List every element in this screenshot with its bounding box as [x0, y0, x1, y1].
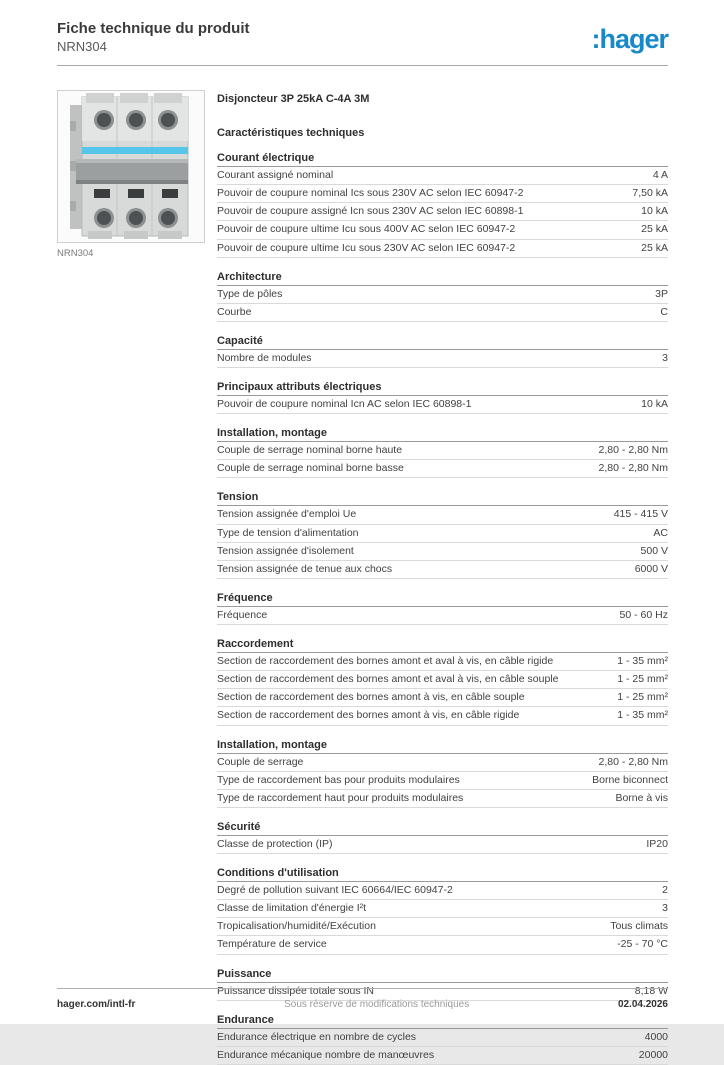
spec-label: Courbe: [217, 305, 252, 318]
section-title: Courant électrique: [217, 152, 668, 167]
spec-value: 2,80 - 2,80 Nm: [598, 444, 668, 457]
header-title-block: [57, 20, 250, 56]
spec-label: Type de raccordement haut pour produits modulaires: [217, 791, 464, 804]
spec-section: [217, 271, 668, 322]
spec-section: [217, 335, 668, 368]
product-image-caption: NRN304: [57, 248, 94, 259]
spec-section: [217, 491, 668, 579]
spec-row: [217, 754, 668, 772]
spec-label: Tension assignée d'isolement: [217, 544, 354, 557]
spec-row: [217, 790, 668, 808]
spec-value: 6000 V: [634, 562, 668, 575]
spec-value: 8,18 W: [634, 984, 668, 997]
spec-value: 1 - 35 mm²: [617, 655, 668, 667]
section-rows: [217, 167, 668, 258]
spec-section: [217, 381, 668, 414]
spec-row: [217, 185, 668, 203]
spec-section: [217, 152, 668, 258]
spec-row: [217, 900, 668, 918]
spec-value: 25 kA: [641, 223, 668, 236]
spec-row: [217, 396, 668, 414]
section-rows: [217, 653, 668, 726]
spec-value: AC: [653, 526, 668, 539]
spec-row: [217, 671, 668, 689]
page-title: Fiche technique du produit: [57, 20, 250, 37]
spec-label: Type de tension d'alimentation: [217, 526, 359, 539]
spec-value: 50 - 60 Hz: [619, 608, 668, 621]
spec-label: Pouvoir de coupure nominal Ics sous 230V AC selon IEC 60947-2: [217, 187, 524, 200]
spec-label: Section de raccordement des bornes amont à vis, en câble souple: [217, 691, 525, 704]
spec-row: [217, 304, 668, 322]
spec-value: 10 kA: [641, 205, 668, 218]
spec-row: [217, 561, 668, 579]
spec-label: Pouvoir de coupure ultime Icu sous 230V AC selon IEC 60947-2: [217, 241, 516, 254]
footer-website: hager.com/intl-fr: [57, 999, 136, 1010]
spec-label: Section de raccordement des bornes amont et aval à vis, en câble rigide: [217, 655, 554, 667]
spec-row: [217, 836, 668, 854]
spec-label: Couple de serrage: [217, 755, 304, 768]
spec-value: 25 kA: [641, 241, 668, 254]
section-title: Tension: [217, 491, 668, 506]
spec-label: Pouvoir de coupure assigné Icn sous 230V AC selon IEC 60898-1: [217, 205, 524, 218]
spec-label: Type de raccordement bas pour produits modulaires: [217, 773, 460, 786]
spec-label: Degré de pollution suivant IEC 60664/IEC 60947-2: [217, 884, 453, 896]
spec-row: [217, 707, 668, 725]
section-title: Installation, montage: [217, 427, 668, 442]
section-title: Sécurité: [217, 821, 668, 836]
spec-value: 2: [662, 884, 668, 896]
spec-row: [217, 525, 668, 543]
spec-label: Fréquence: [217, 608, 268, 621]
spec-label: Classe de protection (IP): [217, 837, 333, 850]
spec-label: Pouvoir de coupure nominal Icn AC selon IEC 60898-1: [217, 398, 472, 410]
spec-label: Puissance dissipée totale sous IN: [217, 984, 375, 997]
spec-label: Endurance mécanique nombre de manœuvres: [217, 1048, 435, 1061]
spec-row: [217, 1047, 668, 1065]
spec-section: [217, 739, 668, 808]
spec-row: [217, 506, 668, 524]
spec-value: 2,80 - 2,80 Nm: [598, 755, 668, 768]
characteristics-heading: Caractéristiques techniques: [217, 127, 365, 139]
spec-row: [217, 882, 668, 900]
spec-section: [217, 821, 668, 854]
spec-row: [217, 607, 668, 625]
section-title: Fréquence: [217, 592, 668, 607]
spec-row: [217, 918, 668, 936]
spec-value: 500 V: [640, 544, 668, 557]
spec-value: 7,50 kA: [632, 187, 668, 200]
footer-date: 02.04.2026: [617, 999, 668, 1010]
section-title: Installation, montage: [217, 739, 668, 754]
section-rows: [217, 286, 668, 322]
spec-value: Borne biconnect: [592, 773, 668, 786]
spec-label: Tension assignée de tenue aux chocs: [217, 562, 393, 575]
spec-row: [217, 772, 668, 790]
spec-row: [217, 689, 668, 707]
spec-label: Endurance électrique en nombre de cycles: [217, 1030, 417, 1043]
spec-label: Classe de limitation d'énergie I²t: [217, 902, 367, 915]
spec-label: Tropicalisation/humidité/Exécution: [217, 920, 376, 933]
spec-value: 3: [662, 351, 668, 364]
header-divider: [57, 65, 668, 66]
spec-value: 3P: [655, 287, 668, 300]
section-title: Conditions d'utilisation: [217, 867, 668, 882]
spec-value: IP20: [646, 837, 668, 850]
spec-column: [217, 90, 668, 1065]
product-title: Disjoncteur 3P 25kA C-4A 3M: [217, 93, 370, 105]
section-rows: [217, 882, 668, 955]
section-title: Capacité: [217, 335, 668, 350]
spec-value: 2,80 - 2,80 Nm: [598, 462, 668, 475]
spec-row: [217, 442, 668, 460]
spec-label: Section de raccordement des bornes amont à vis, en câble rigide: [217, 709, 520, 722]
footer-divider: [57, 988, 668, 989]
section-rows: [217, 350, 668, 368]
spec-row: [217, 1029, 668, 1047]
section-title: Puissance: [217, 968, 668, 983]
spec-value: 10 kA: [641, 398, 668, 410]
spec-value: 4 A: [652, 169, 668, 181]
section-rows: [217, 754, 668, 808]
spec-section: [217, 867, 668, 955]
spec-label: Tension assignée d'emploi Ue: [217, 508, 357, 521]
spec-row: [217, 653, 668, 671]
spec-row: [217, 286, 668, 304]
spec-value: 415 - 415 V: [613, 508, 668, 521]
spec-label: Courant assigné nominal: [217, 169, 334, 181]
footer-disclaimer: Sous réserve de modifications techniques: [284, 999, 470, 1010]
section-rows: [217, 607, 668, 625]
spec-row: [217, 167, 668, 185]
section-rows: [217, 442, 668, 478]
product-reference: NRN304: [57, 38, 107, 54]
spec-row: [217, 543, 668, 561]
spec-row: [217, 221, 668, 239]
spec-value: 1 - 25 mm²: [617, 673, 668, 686]
spec-label: Pouvoir de coupure ultime Icu sous 400V AC selon IEC 60947-2: [217, 223, 516, 236]
product-image-frame: [57, 90, 205, 243]
spec-label: Nombre de modules: [217, 351, 312, 364]
spec-value: 1 - 25 mm²: [617, 691, 668, 704]
spec-label: Température de service: [217, 938, 327, 951]
spec-row: [217, 240, 668, 258]
section-rows: [217, 836, 668, 854]
spec-value: 4000: [644, 1030, 668, 1043]
section-rows: [217, 506, 668, 579]
spec-row: [217, 350, 668, 368]
spec-value: C: [660, 305, 668, 318]
spec-label: Type de pôles: [217, 287, 283, 300]
spec-label: Couple de serrage nominal borne haute: [217, 444, 403, 457]
circuit-breaker-photo: [58, 91, 204, 242]
section-title: Raccordement: [217, 638, 668, 653]
section-rows: [217, 396, 668, 414]
page-header: [57, 20, 668, 66]
product-image-column: [57, 90, 205, 1065]
section-title: Principaux attributs électriques: [217, 381, 668, 396]
spec-section: [217, 1014, 668, 1065]
spec-value: 20000: [638, 1048, 668, 1061]
spec-value: 1 - 35 mm²: [617, 709, 668, 722]
spec-value: 3: [662, 902, 668, 915]
page-footer: [57, 988, 668, 1010]
spec-value: Borne à vis: [615, 791, 668, 804]
section-rows: [217, 1029, 668, 1065]
section-title: Endurance: [217, 1014, 668, 1029]
hager-logo: :hager: [591, 24, 668, 54]
spec-section: [217, 427, 668, 478]
spec-row: [217, 203, 668, 221]
spec-row: [217, 460, 668, 478]
spec-label: Section de raccordement des bornes amont et aval à vis, en câble souple: [217, 673, 559, 686]
spec-sections: [217, 152, 668, 1065]
spec-value: -25 - 70 °C: [617, 938, 668, 951]
spec-section: [217, 638, 668, 726]
spec-section: [217, 592, 668, 625]
section-title: Architecture: [217, 271, 668, 286]
spec-row: [217, 936, 668, 954]
spec-value: Tous climats: [610, 920, 668, 933]
main-content: [57, 90, 668, 1065]
spec-label: Couple de serrage nominal borne basse: [217, 462, 404, 475]
